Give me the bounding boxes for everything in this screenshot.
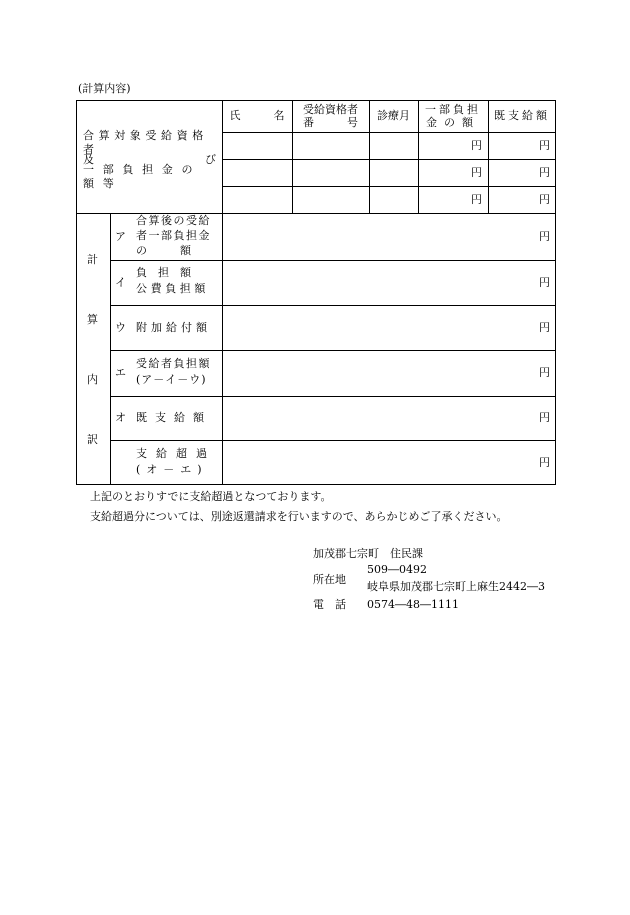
calc-item-unit: 円	[539, 276, 550, 289]
calc-label-char: 内	[87, 373, 98, 386]
address-label: 所在地	[313, 573, 346, 586]
phone-label: 電 話	[313, 598, 346, 611]
header-name: 氏 名	[229, 109, 285, 123]
calc-item-letter: ウ	[115, 321, 126, 334]
calc-label-char: 訳	[87, 433, 98, 446]
note-line: 上記のとおりすでに支給超過となつております。	[90, 490, 332, 503]
copay-unit: 円	[471, 193, 482, 206]
divider	[222, 100, 223, 485]
target-label	[83, 129, 216, 190]
copay-unit: 円	[471, 139, 482, 152]
section-heading: (計算内容)	[78, 82, 131, 95]
divider	[110, 305, 556, 306]
divider	[110, 260, 556, 261]
divider	[222, 159, 556, 160]
divider	[110, 396, 556, 397]
calc-item-letter: ア	[115, 230, 126, 243]
calc-item-label: 受給者負担額 (ア－イ－ウ)	[136, 357, 211, 386]
postal-code: 509―0492	[367, 563, 427, 576]
label-char: び	[205, 152, 216, 166]
calc-item-unit: 円	[539, 230, 550, 243]
calc-item-letter: イ	[115, 276, 126, 289]
phone-number: 0574―48―1111	[367, 598, 459, 611]
header-month: 診療月	[377, 109, 410, 123]
calc-item-unit: 円	[539, 366, 550, 379]
label-text: 一部負担金の額等	[83, 163, 202, 190]
calc-item-label: 附加給付額	[136, 321, 211, 334]
calc-item-label: 支給超過 (オ－エ)	[136, 447, 216, 476]
calc-item-label: 負 担 額 公費負担額	[136, 266, 209, 295]
calc-item-unit: 円	[539, 411, 550, 424]
calc-item-unit: 円	[539, 456, 550, 469]
calc-item-letter: エ	[115, 366, 126, 379]
target-label-line-3	[83, 163, 216, 190]
paid-unit: 円	[539, 139, 550, 152]
address: 岐阜県加茂郡七宗町上麻生2442―3	[367, 580, 545, 593]
note-line: 支給超過分については、別途返還請求を行いますので、あらかじめご了承ください。	[90, 510, 508, 523]
header-copay: 一部負担 金の額	[425, 102, 481, 129]
divider	[222, 186, 556, 187]
calc-item-letter: オ	[115, 411, 126, 424]
calc-item-unit: 円	[539, 321, 550, 334]
paid-unit: 円	[539, 166, 550, 179]
calc-item-label: 既支給額	[136, 411, 212, 424]
office-name: 加茂郡七宗町 住民課	[313, 547, 423, 560]
label-char: 及	[83, 152, 94, 166]
paid-unit: 円	[539, 193, 550, 206]
calc-label-char: 算	[87, 313, 98, 326]
divider	[110, 213, 111, 485]
divider	[110, 350, 556, 351]
divider	[110, 440, 556, 441]
header-cert-number: 受給資格者 番 号	[303, 102, 358, 129]
label-text: 合算対象受給資格者	[83, 129, 208, 156]
copay-unit: 円	[471, 166, 482, 179]
header-paid: 既支給額	[494, 109, 550, 123]
calc-item-label: 合算後の受給 者一部負担金 の 額	[136, 214, 211, 257]
divider	[222, 132, 556, 133]
target-label-line-1	[83, 129, 216, 156]
calc-label-char: 計	[87, 253, 98, 266]
